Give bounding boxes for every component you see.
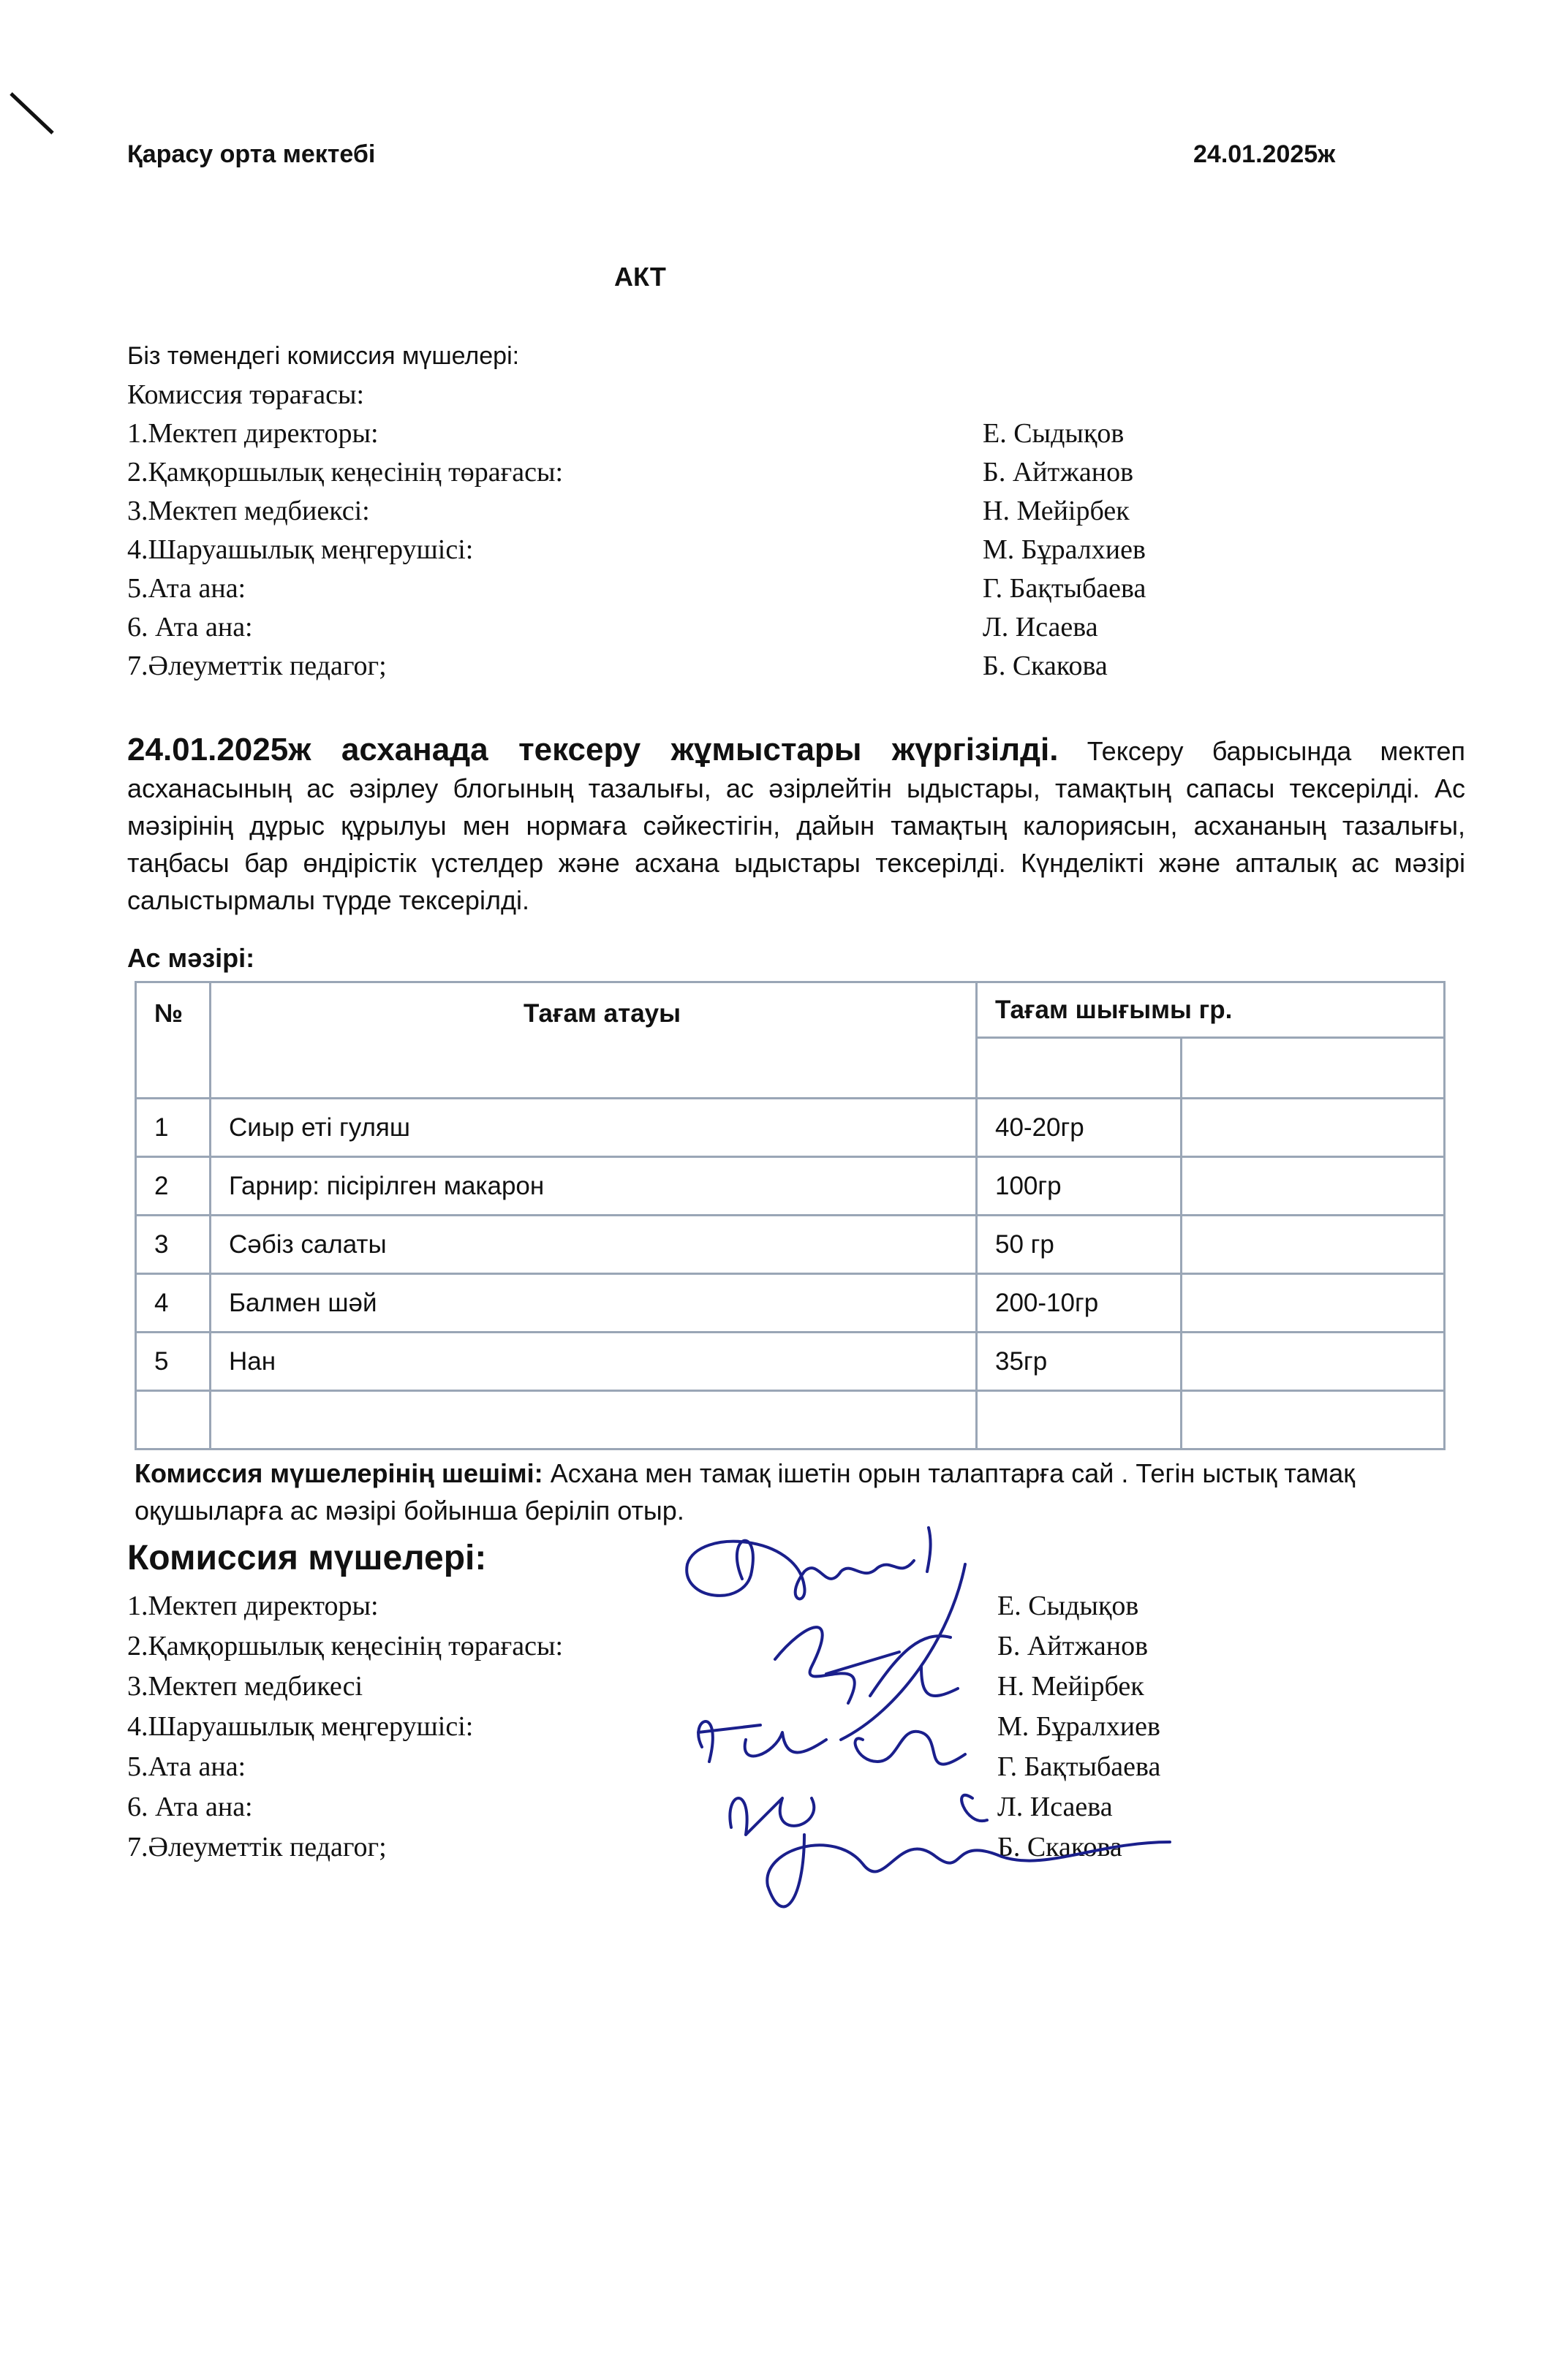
table-row: 5 Нан 35гр bbox=[136, 1333, 1445, 1391]
inspection-lead: 24.01.2025ж асханада тексеру жұмыстары жүргізілді. bbox=[127, 732, 1059, 768]
member-row: 3.Мектеп медбикесі Н. Мейірбек bbox=[127, 1671, 1144, 1702]
decision-body: Асхана мен тамақ ішетін орын талаптарға сай . Тегін ыстық тамақ оқушыларға ас мәзірі бойынша беріліп отыр. bbox=[135, 1458, 1356, 1526]
inspection-body: Тексеру барысында мектеп асханасының ас әзірлеу блогының тазалығы, ас әзірлейтін ыдыстары, тамақтың сапасы тексерілді. Ас мәзірінің дұрыс құрылуы мен нормаға сәйкестігін, дайын тамақтың калориясын, асхананың тазалығы, таңбасы бар өндірістік үстелдер және асхана ыдыстары тексерілді. Күнделікті және апталық ас мәзірі салыстырмалы түрде тексерілді. bbox=[127, 736, 1465, 915]
member-row: 4.Шаруашылық меңгерушісі: М. Бұралхиев bbox=[127, 1711, 1160, 1742]
inspection-paragraph bbox=[127, 731, 1465, 919]
intro-text: Біз төмендегі комиссия мүшелері: bbox=[127, 342, 520, 370]
decision-label: Комиссия мүшелерінің шешімі: bbox=[135, 1458, 543, 1488]
member-row: 5.Ата ана: Г. Бақтыбаева bbox=[127, 1751, 1161, 1782]
table-row: 2 Гарнир: пісірілген макарон 100гр bbox=[136, 1157, 1445, 1216]
commission-member: 4.Шаруашылық меңгерушісі: М. Бұралхиев bbox=[127, 534, 1146, 565]
header-num: № bbox=[136, 982, 211, 1099]
members-title: Комиссия мүшелері: bbox=[127, 1539, 487, 1577]
member-row: 7.Әлеуметтік педагог; Б. Скакова bbox=[127, 1832, 1122, 1862]
commission-member: 2.Қамқоршылық кеңесінің төрағасы: Б. Айтжанов bbox=[127, 457, 1134, 488]
menu-label: Ас мәзірі: bbox=[127, 943, 255, 973]
document-date: 24.01.2025ж bbox=[1193, 140, 1336, 168]
member-row: 6. Ата ана: Л. Исаева bbox=[127, 1792, 1113, 1822]
header-yield: Тағам шығымы гр. bbox=[977, 982, 1445, 1038]
table-row: 4 Балмен шәй 200-10гр bbox=[136, 1274, 1445, 1333]
member-row: 1.Мектеп директоры: Е. Сыдықов bbox=[127, 1591, 1139, 1621]
commission-member: 3.Мектеп медбиексі: Н. Мейірбек bbox=[127, 496, 1130, 526]
commission-member: 7.Әлеуметтік педагог; Б. Скакова bbox=[127, 651, 1108, 681]
member-row: 2.Қамқоршылық кеңесінің төрағасы: Б. Айтжанов bbox=[127, 1631, 1149, 1661]
signatures-image bbox=[658, 1520, 1228, 1930]
commission-chair-label: Комиссия төрағасы: bbox=[127, 379, 365, 410]
decision-text bbox=[135, 1455, 1473, 1529]
menu-header-row bbox=[136, 982, 1445, 1038]
document-title: АКТ bbox=[614, 262, 666, 292]
commission-list bbox=[127, 376, 1202, 686]
school-name: Қарасу орта мектебі bbox=[127, 140, 376, 168]
menu-table bbox=[135, 981, 1446, 1450]
table-row: 1 Сиыр еті гуляш 40-20гр bbox=[136, 1099, 1445, 1157]
commission-member: 5.Ата ана: Г. Бақтыбаева bbox=[127, 573, 1146, 604]
commission-member: 6. Ата ана: Л. Исаева bbox=[127, 612, 1098, 643]
commission-member: 1.Мектеп директоры: Е. Сыдықов bbox=[127, 418, 1125, 449]
table-row-empty bbox=[136, 1391, 1445, 1449]
scan-mark bbox=[7, 88, 58, 139]
header-name: Тағам атауы bbox=[211, 982, 977, 1099]
table-row: 3 Сәбіз салаты 50 гр bbox=[136, 1216, 1445, 1274]
